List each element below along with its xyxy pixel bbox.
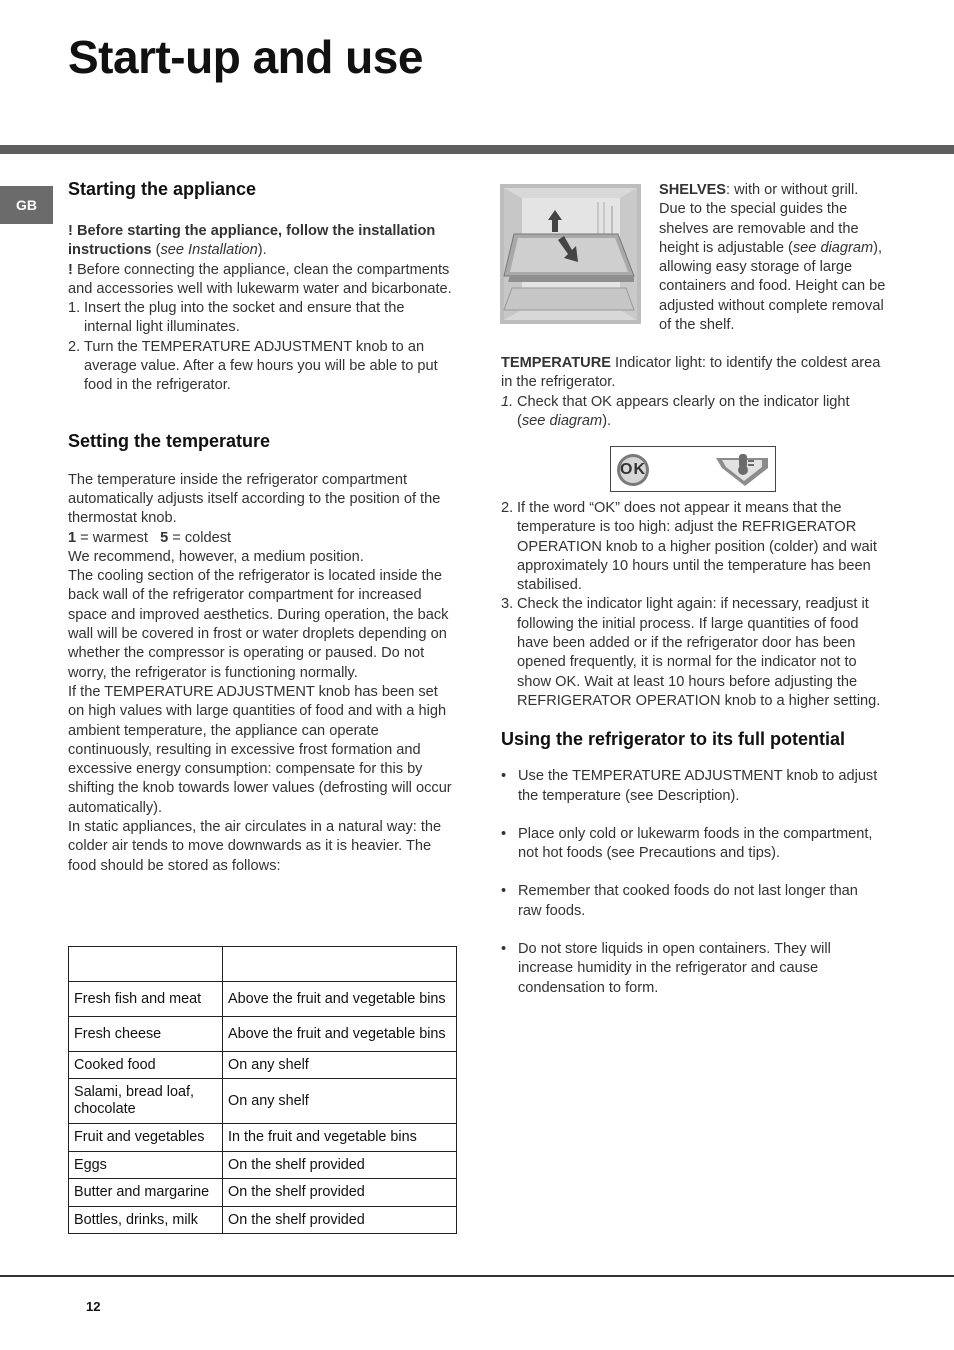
footer-rule	[0, 1275, 954, 1277]
ok-symbol: OK	[620, 461, 646, 478]
temperature-paragraph: In static appliances, the air circulates in a natural way: the colder air tends to move downwards as it is heavier. The food should be stored as follows:	[68, 819, 442, 874]
table-row: Fruit and vegetables In the fruit and vegetable bins	[69, 1124, 457, 1152]
list-item: • Use the TEMPERATURE ADJUSTMENT knob to adjust the temperature (see Description).	[501, 768, 878, 804]
start-step: 1. Insert the plug into the socket and ensure that the internal light illuminates.	[68, 300, 405, 336]
temperature-paragraph: We recommend, however, a medium position.	[68, 548, 364, 565]
indicator-label: TEMPERATURE	[501, 355, 611, 371]
potential-heading: Using the refrigerator to its full potential	[501, 729, 846, 750]
warning-cleaning: ! Before connecting the appliance, clean the compartments and accessories well with lukewarm water and bicarbonate.	[68, 261, 452, 297]
shelves-text: SHELVES: with or without grill. Due to the special guides the shelves are removable and the height is adjustable (see diagram), allowing easy storage of large containers and food. Height can be adjusted without complete removal of the shelf.	[659, 182, 886, 334]
start-step: 2. Turn the TEMPERATURE ADJUSTMENT knob to an average value. After a few hours you will be able to put food in the refrigerator.	[68, 338, 438, 394]
warning-installation: ! Before starting the appliance, follow the installation instructions (see Installation).	[68, 223, 436, 259]
fridge-shelf-illustration	[500, 184, 641, 324]
indicator-steps	[501, 499, 881, 998]
temperature-heading: Setting the temperature	[68, 430, 271, 451]
warning-mark: !	[68, 261, 73, 278]
table-row: Butter and margarine On the shelf provided	[69, 1179, 457, 1207]
list-item: • Remember that cooked foods do not last longer than raw foods.	[501, 883, 858, 919]
list-item: • Place only cold or lukewarm foods in the compartment, not hot foods (see Precautions and tips).	[501, 825, 873, 862]
table-row: Fresh fish and meat Above the fruit and vegetable bins	[69, 982, 457, 1017]
page-title: Start-up and use	[68, 31, 423, 83]
left-column	[68, 178, 456, 876]
list-item: • Do not store liquids in open containers. They will increase humidity in the refrigerator and cause condensation to form.	[501, 941, 831, 996]
indicator-step: 2. If the word “OK” does not appear it means that the temperature is too high: adjust the REFRIGERATOR OPERATION knob to a higher position (colder) and wait approximately 10 hours until the temperature has been stabilised.	[501, 500, 877, 594]
table-header-row	[69, 947, 457, 982]
page-number: 12	[86, 1299, 101, 1314]
table-row: Eggs On the shelf provided	[69, 1152, 457, 1179]
table-row: Salami, bread loaf, chocolate On any shelf	[69, 1079, 457, 1124]
header-rule	[0, 145, 954, 154]
shelves-label: SHELVES	[659, 182, 727, 198]
temperature-paragraph: The cooling section of the refrigerator is located inside the back wall of the refrigerator compartment for increased space and improved aesthetics. During operation, the back wall will be covered in frost or water droplets depending on whether the compressor is operating or paused. Do not worry, the refrigerator is functioning normally.	[68, 568, 449, 681]
temperature-paragraph: The temperature inside the refrigerator compartment automatically adjusts itself according to the position of the thermostat knob.	[68, 471, 441, 527]
starting-heading: Starting the appliance	[68, 179, 257, 199]
table-row: Cooked food On any shelf	[69, 1052, 457, 1079]
indicator-step: 1. Check that OK appears clearly on the indicator light (see diagram).	[501, 393, 850, 429]
warning-mark: !	[68, 223, 73, 239]
temperature-scale: 1 = warmest 5 = coldest	[68, 529, 232, 546]
ok-indicator-diagram	[610, 446, 776, 492]
language-tab: GB	[0, 186, 53, 224]
table-row: Bottles, drinks, milk On the shelf provided	[69, 1207, 457, 1234]
food-storage-table	[68, 946, 457, 1234]
indicator-text: TEMPERATURE Indicator light: to identify the coldest area in the refrigerator. 1. Check that OK appears clearly on the indicator light (see diagram).	[501, 354, 881, 431]
indicator-step: 3. Check the indicator light again: if necessary, readjust it following the initial process. If large quantities of food have been added or if the refrigerator door has been opened frequently, it is normal for the indicator not to show OK. Wait at least 10 hours before adjusting the REFRIGERATOR OPERATION knob to a higher setting.	[501, 596, 881, 709]
temperature-paragraph: If the TEMPERATURE ADJUSTMENT knob has been set on high values with large quantities of food and with a high ambient temperature, the appliance can operate continuously, resulting in excessive frost formation and excessive energy consumption: compensate for this by shifting the knob towards lower values (defrosting will occur automatically).	[68, 683, 452, 816]
table-row: Fresh cheese Above the fruit and vegetable bins	[69, 1017, 457, 1052]
